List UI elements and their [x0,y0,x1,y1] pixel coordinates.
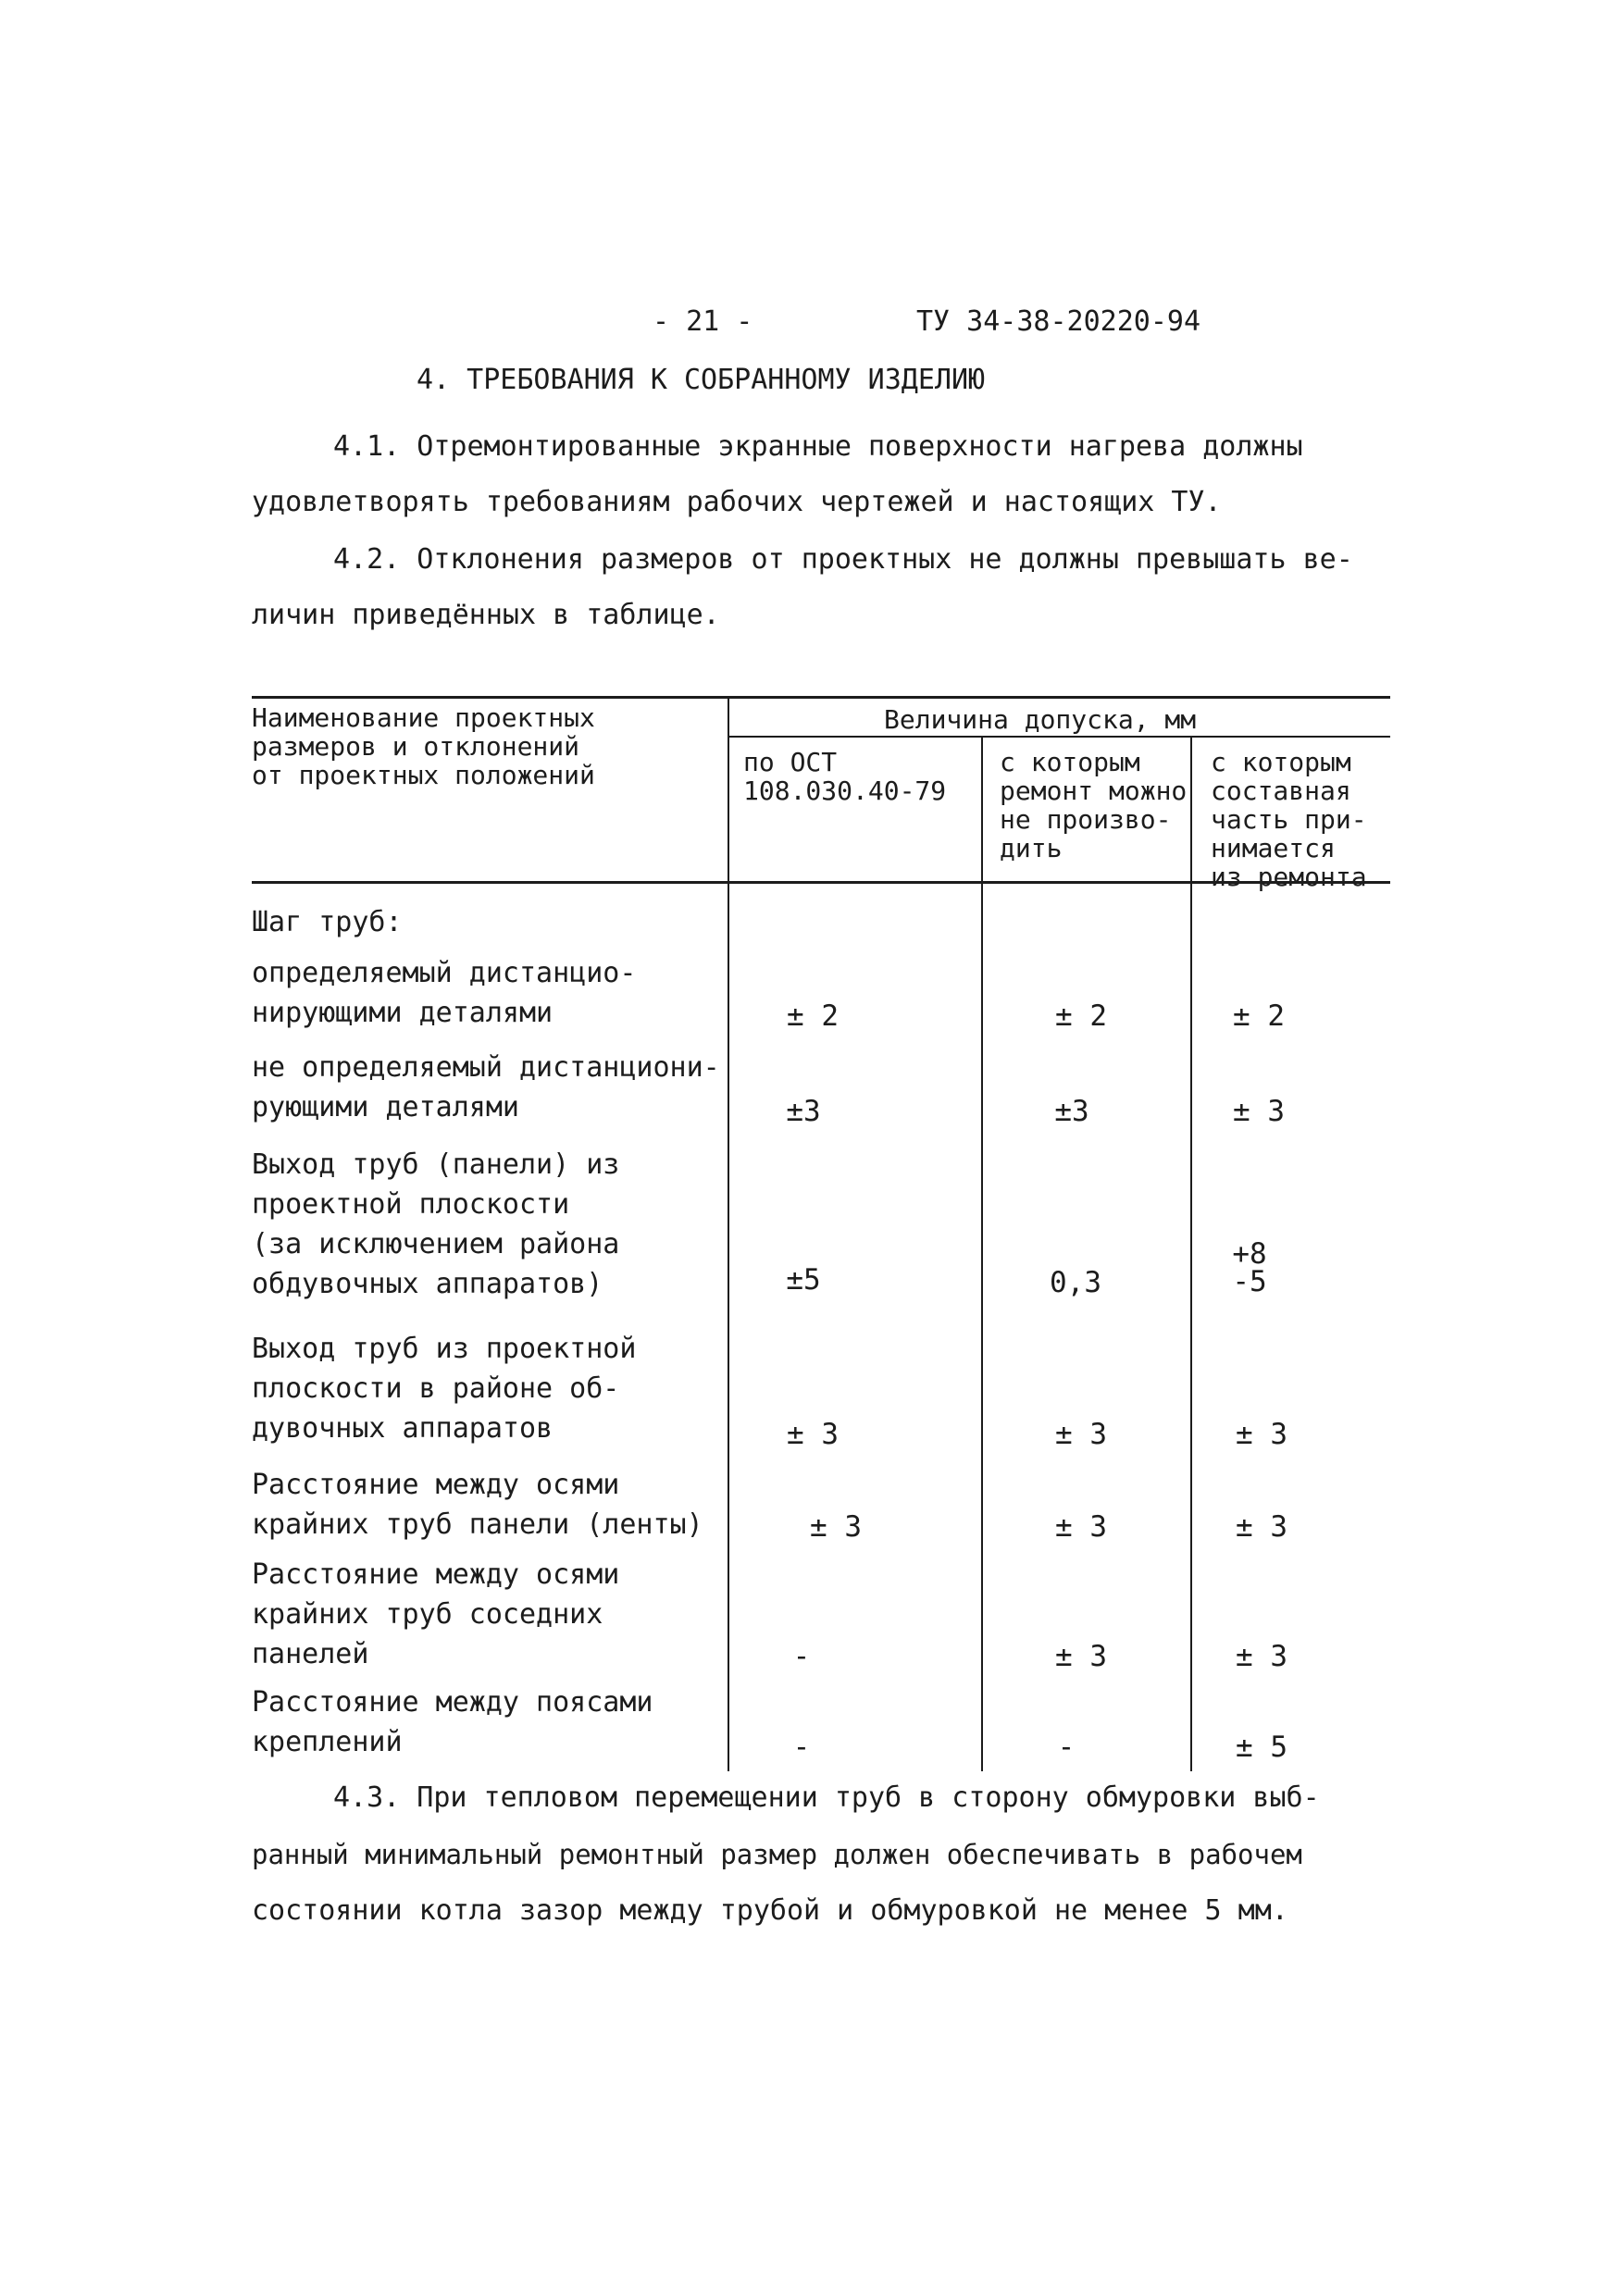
tolerance-group-header: Величина допуска, мм [884,704,1197,735]
column-divider-1 [728,696,729,1771]
col-no-repair-header: с которым ремонт можно не произво- дить [1000,747,1188,863]
row-name: Выход труб (панели) из проектной плоскости (за исключением района обдувочных аппаратов) [252,1148,620,1300]
row-accepted-value: ± 2 [1233,999,1285,1033]
row-ost-value: ± 3 [787,1418,839,1451]
row-name: не определяемый дистанциони- рующими деталями [252,1051,720,1123]
col-name-header: Наименование проектных размеров и отклонений от проектных положений [252,702,595,790]
row-name: Выход труб из проектной плоскости в районе об- дувочных аппаратов [252,1333,637,1445]
row-accepted-value: ± 3 [1236,1418,1287,1451]
row-accepted-value: ± 3 [1236,1640,1287,1673]
group-header-rule [729,736,1390,738]
row-name: определяемый дистанцио- нирующими деталями [252,957,637,1029]
column-divider-2 [981,736,983,1771]
row-ost-value: ±3 [786,1095,821,1128]
paragraph-4-2-line2: личин приведённых в таблице. [252,599,720,631]
group-label-tube-pitch: Шаг труб: [252,906,403,938]
row-accepted-value: ± 5 [1236,1731,1287,1764]
paragraph-4-1-line1: 4.1. Отремонтированные экранные поверхности нагрева должны [333,430,1303,463]
paragraph-4-2-line1: 4.2. Отклонения размеров от проектных не должны превышать ве- [333,543,1353,576]
column-divider-3 [1190,736,1192,1771]
paragraph-4-1-line2: удовлетворять требованиям рабочих чертежей и настоящих ТУ. [252,486,1222,518]
row-name: Расстояние между поясами креплений [252,1686,653,1758]
paragraph-4-3-line3: состоянии котла зазор между трубой и обмуровкой не менее 5 мм. [252,1894,1288,1927]
table-top-rule [252,696,1390,699]
row-no-repair-value: - [1057,1731,1076,1764]
row-no-repair-value: ± 3 [1055,1640,1107,1673]
row-ost-value: - [792,1731,811,1764]
row-ost-value: ± 2 [787,999,839,1033]
row-no-repair-value: ± 2 [1055,999,1107,1033]
row-ost-value: ± 3 [810,1510,862,1544]
row-accepted-value: ± 3 [1236,1510,1287,1544]
row-no-repair-value: ± 3 [1055,1510,1107,1544]
document-code: ТУ 34-38-20220-94 [916,305,1201,338]
row-name: Расстояние между осями крайних труб панели (ленты) [252,1469,703,1541]
col-accepted-header: с которым составная часть при- нимается из ремонта [1211,747,1367,892]
col-ost-header: по ОСТ 108.030.40-79 [743,747,947,806]
row-name: Расстояние между осями крайних труб соседних панелей [252,1558,620,1670]
row-accepted-value: +8 -5 [1232,1237,1267,1298]
row-ost-value: ±5 [786,1263,821,1297]
row-accepted-value: ± 3 [1233,1095,1285,1128]
row-no-repair-value: 0,3 [1050,1266,1101,1299]
row-ost-value: - [792,1640,811,1673]
paragraph-4-3-line2: ранный минимальный ремонтный размер должен обеспечивать в рабочем [252,1839,1302,1870]
row-no-repair-value: ±3 [1054,1095,1089,1128]
row-no-repair-value: ± 3 [1055,1418,1107,1451]
page-number: - 21 - [653,305,753,338]
paragraph-4-3-line1: 4.3. При тепловом перемещении труб в сторону обмуровки выб- [333,1781,1320,1814]
section-title: 4. ТРЕБОВАНИЯ К СОБРАННОМУ ИЗДЕЛИЮ [417,364,986,396]
